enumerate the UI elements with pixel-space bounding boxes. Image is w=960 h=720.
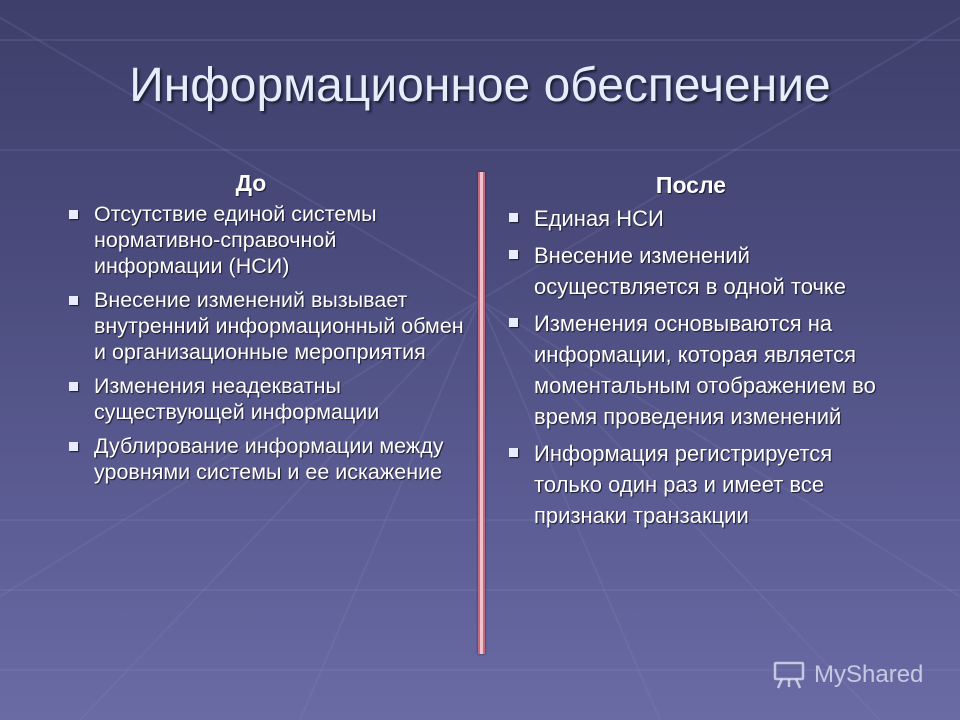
presentation-board-icon (772, 660, 806, 690)
after-list (506, 203, 906, 531)
list-item (506, 308, 906, 432)
list-item-text: Единая НСИ (534, 206, 664, 231)
list-item (506, 240, 906, 302)
before-column (66, 170, 466, 493)
list-item (66, 201, 466, 279)
square-bullet-icon (69, 382, 78, 391)
list-item-text: Дублирование информации между уровнями системы и ее искажение (94, 434, 444, 484)
list-item-text: Отсутствие единой системы нормативно-справочной информации (НСИ) (94, 202, 377, 278)
list-item-text: Внесение изменений вызывает внутренний информационный обмен и организационные мероприятия (94, 288, 464, 364)
square-bullet-icon (69, 210, 78, 219)
before-list (66, 201, 466, 485)
list-item (66, 373, 466, 425)
list-item-text: Изменения основываются на информации, которая является моментальным отображением во время проведения изменений (534, 311, 876, 429)
list-item (506, 438, 906, 531)
square-bullet-icon (509, 448, 518, 457)
list-item-text: Изменения неадекватны существующей информации (94, 374, 380, 424)
before-heading: До (235, 170, 267, 196)
list-item-text: Внесение изменений осуществляется в одной точке (534, 243, 847, 299)
after-heading: После (655, 172, 727, 198)
watermark-text: MyShared (814, 661, 924, 688)
column-divider (478, 172, 485, 654)
square-bullet-icon (509, 318, 518, 327)
list-item (506, 203, 906, 234)
square-bullet-icon (69, 296, 78, 305)
square-bullet-icon (509, 250, 518, 259)
list-item-text: Информация регистрируется только один раз и имеет все признаки транзакции (534, 441, 833, 528)
square-bullet-icon (509, 213, 518, 222)
square-bullet-icon (69, 442, 78, 451)
list-item (66, 287, 466, 365)
after-column (506, 172, 906, 537)
list-item (66, 433, 466, 485)
slide-title: Информационное обеспечение (129, 59, 831, 112)
watermark (772, 658, 942, 692)
